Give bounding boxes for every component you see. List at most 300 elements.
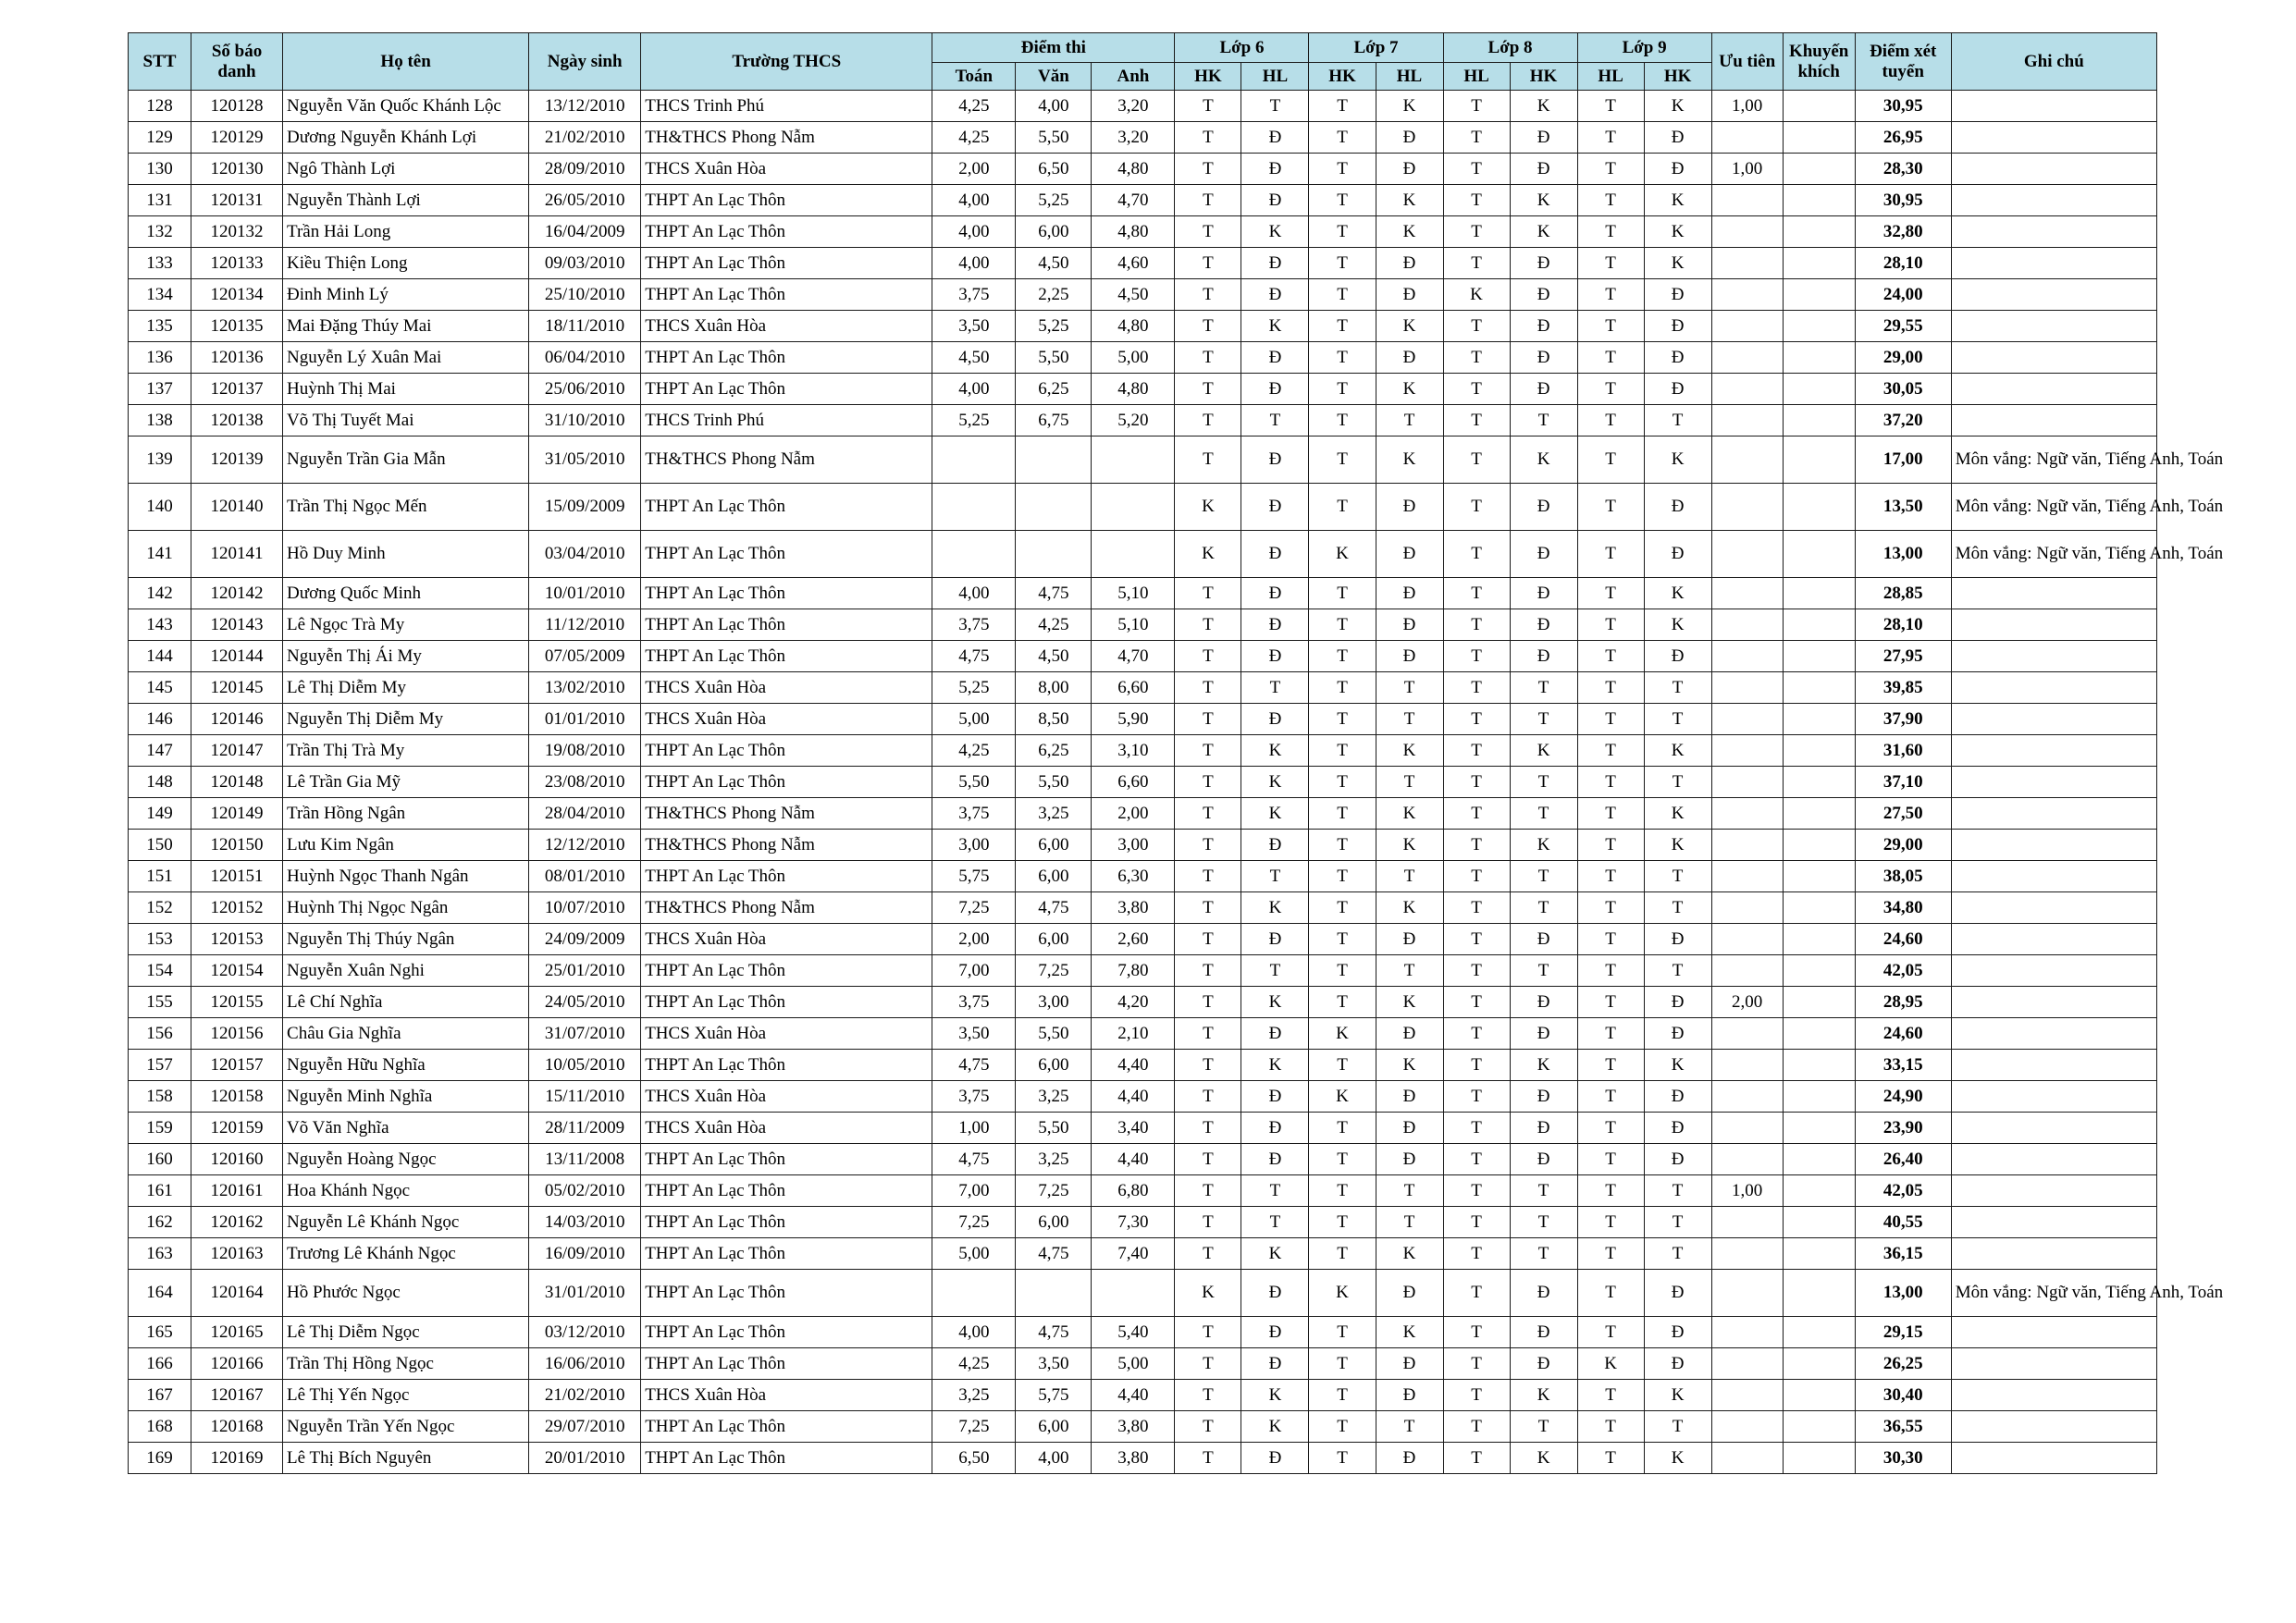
cell-khuyen-khich [1783,531,1855,578]
cell-lop8-hk: Đ [1510,154,1577,185]
cell-lop9-hl: T [1577,154,1644,185]
cell-van: 6,50 [1016,154,1092,185]
cell-lop6-hl: Đ [1241,830,1309,861]
cell-toan: 3,25 [932,1380,1016,1411]
cell-lop8-hl: T [1443,924,1510,955]
cell-ghi-chu [1951,342,2156,374]
col-header-lop9-hk: HK [1644,63,1711,91]
cell-anh [1092,436,1175,484]
cell-ghi-chu [1951,704,2156,735]
cell-van: 8,50 [1016,704,1092,735]
cell-lop6-hl: K [1241,735,1309,767]
cell-lop7-hl: T [1376,767,1443,798]
cell-lop9-hl: T [1577,1175,1644,1207]
cell-lop9-hl: T [1577,767,1644,798]
table-row [129,1270,2157,1317]
cell-anh: 3,20 [1092,122,1175,154]
cell-ho-ten: Nguyễn Văn Quốc Khánh Lộc [283,91,529,122]
cell-lop7-hk: T [1309,374,1376,405]
cell-lop8-hk: T [1510,704,1577,735]
cell-uu-tien [1711,1270,1783,1317]
cell-lop7-hk: T [1309,1238,1376,1270]
cell-ngay-sinh: 31/07/2010 [529,1018,641,1050]
cell-sbd: 120138 [191,405,283,436]
cell-sbd: 120153 [191,924,283,955]
cell-anh: 4,40 [1092,1144,1175,1175]
cell-van: 4,00 [1016,1443,1092,1474]
cell-diem-xet-tuyen: 38,05 [1855,861,1951,892]
table-row [129,892,2157,924]
table-row [129,248,2157,279]
cell-ngay-sinh: 15/11/2010 [529,1081,641,1113]
cell-lop9-hk: Đ [1644,1348,1711,1380]
cell-anh: 2,00 [1092,798,1175,830]
cell-lop9-hk: T [1644,892,1711,924]
table-row [129,484,2157,531]
cell-stt: 158 [129,1081,191,1113]
cell-lop8-hl: T [1443,1175,1510,1207]
cell-anh: 2,60 [1092,924,1175,955]
cell-diem-xet-tuyen: 27,95 [1855,641,1951,672]
cell-lop7-hk: T [1309,1411,1376,1443]
cell-ngay-sinh: 16/09/2010 [529,1238,641,1270]
table-row [129,436,2157,484]
cell-lop7-hl: K [1376,798,1443,830]
cell-ghi-chu [1951,924,2156,955]
cell-khuyen-khich [1783,484,1855,531]
cell-anh: 5,00 [1092,342,1175,374]
cell-diem-xet-tuyen: 37,90 [1855,704,1951,735]
cell-lop8-hk: Đ [1510,484,1577,531]
cell-van: 4,00 [1016,91,1092,122]
cell-lop7-hk: T [1309,892,1376,924]
cell-diem-xet-tuyen: 24,90 [1855,1081,1951,1113]
cell-lop8-hl: T [1443,798,1510,830]
cell-stt: 168 [129,1411,191,1443]
cell-ghi-chu [1951,955,2156,987]
cell-diem-xet-tuyen: 30,95 [1855,91,1951,122]
cell-lop8-hk: Đ [1510,1317,1577,1348]
cell-ngay-sinh: 08/01/2010 [529,861,641,892]
cell-khuyen-khich [1783,154,1855,185]
cell-ho-ten: Huỳnh Thị Mai [283,374,529,405]
cell-khuyen-khich [1783,767,1855,798]
col-group-lop7: Lớp 7 [1309,33,1443,63]
cell-anh: 5,40 [1092,1317,1175,1348]
cell-lop7-hl: K [1376,436,1443,484]
cell-lop9-hl: T [1577,672,1644,704]
cell-ngay-sinh: 28/11/2009 [529,1113,641,1144]
cell-lop6-hl: T [1241,861,1309,892]
cell-lop9-hl: T [1577,1207,1644,1238]
cell-anh: 4,70 [1092,641,1175,672]
cell-uu-tien [1711,735,1783,767]
cell-anh: 4,40 [1092,1081,1175,1113]
cell-diem-xet-tuyen: 31,60 [1855,735,1951,767]
cell-stt: 146 [129,704,191,735]
cell-sbd: 120133 [191,248,283,279]
col-group-diem-thi: Điểm thi [932,33,1175,63]
cell-uu-tien [1711,216,1783,248]
cell-stt: 132 [129,216,191,248]
cell-anh: 6,30 [1092,861,1175,892]
cell-lop9-hl: T [1577,311,1644,342]
cell-van: 4,75 [1016,578,1092,609]
cell-lop7-hk: T [1309,311,1376,342]
cell-van [1016,436,1092,484]
cell-sbd: 120135 [191,311,283,342]
cell-ngay-sinh: 10/05/2010 [529,1050,641,1081]
cell-lop9-hk: K [1644,185,1711,216]
cell-ghi-chu [1951,154,2156,185]
cell-ghi-chu [1951,1175,2156,1207]
cell-lop8-hk: K [1510,1443,1577,1474]
cell-lop6-hk: T [1175,1050,1241,1081]
cell-lop9-hl: T [1577,279,1644,311]
cell-stt: 169 [129,1443,191,1474]
cell-lop7-hl: Đ [1376,154,1443,185]
cell-van: 4,75 [1016,1238,1092,1270]
cell-lop7-hl: K [1376,91,1443,122]
cell-lop9-hk: Đ [1644,1018,1711,1050]
cell-ho-ten: Hồ Phước Ngọc [283,1270,529,1317]
cell-anh: 5,20 [1092,405,1175,436]
cell-khuyen-khich [1783,924,1855,955]
cell-truong: THPT An Lạc Thôn [641,987,932,1018]
table-row [129,311,2157,342]
cell-lop9-hk: T [1644,955,1711,987]
cell-ho-ten: Trần Thị Hồng Ngọc [283,1348,529,1380]
cell-uu-tien [1711,1317,1783,1348]
cell-lop9-hk: T [1644,405,1711,436]
table-row [129,704,2157,735]
cell-toan: 5,25 [932,405,1016,436]
cell-anh: 5,10 [1092,609,1175,641]
cell-lop7-hk: T [1309,405,1376,436]
cell-lop6-hl: Đ [1241,641,1309,672]
cell-lop6-hk: T [1175,1317,1241,1348]
cell-lop6-hk: T [1175,1411,1241,1443]
cell-lop9-hk: K [1644,216,1711,248]
table-row [129,185,2157,216]
cell-ghi-chu [1951,1443,2156,1474]
cell-lop8-hk: Đ [1510,987,1577,1018]
cell-lop8-hk: K [1510,185,1577,216]
cell-lop9-hk: Đ [1644,1317,1711,1348]
cell-lop7-hl: Đ [1376,1270,1443,1317]
cell-lop7-hl: T [1376,405,1443,436]
cell-lop9-hl: T [1577,704,1644,735]
col-header-lop7-hl: HL [1376,63,1443,91]
cell-uu-tien [1711,704,1783,735]
cell-diem-xet-tuyen: 42,05 [1855,955,1951,987]
cell-lop8-hk: T [1510,1238,1577,1270]
cell-khuyen-khich [1783,311,1855,342]
cell-ho-ten: Nguyễn Thị Diễm My [283,704,529,735]
cell-lop7-hk: T [1309,436,1376,484]
cell-van: 5,25 [1016,311,1092,342]
cell-sbd: 120129 [191,122,283,154]
cell-lop9-hl: T [1577,122,1644,154]
cell-uu-tien [1711,1113,1783,1144]
cell-ngay-sinh: 24/09/2009 [529,924,641,955]
cell-uu-tien [1711,185,1783,216]
cell-lop9-hk: Đ [1644,1081,1711,1113]
cell-sbd: 120162 [191,1207,283,1238]
cell-lop9-hk: Đ [1644,374,1711,405]
cell-diem-xet-tuyen: 36,55 [1855,1411,1951,1443]
cell-lop8-hk: Đ [1510,609,1577,641]
cell-lop7-hk: T [1309,91,1376,122]
cell-lop9-hk: K [1644,578,1711,609]
cell-lop8-hk: T [1510,955,1577,987]
cell-lop6-hk: T [1175,436,1241,484]
cell-toan: 4,75 [932,641,1016,672]
cell-van: 5,75 [1016,1380,1092,1411]
cell-truong: THPT An Lạc Thôn [641,279,932,311]
cell-diem-xet-tuyen: 13,00 [1855,1270,1951,1317]
table-row [129,531,2157,578]
table-row [129,1443,2157,1474]
cell-ho-ten: Dương Nguyễn Khánh Lợi [283,122,529,154]
cell-uu-tien [1711,767,1783,798]
table-header [129,33,2157,91]
cell-khuyen-khich [1783,185,1855,216]
admission-results-table [128,32,2224,1474]
cell-khuyen-khich [1783,830,1855,861]
cell-uu-tien [1711,122,1783,154]
cell-ghi-chu [1951,1144,2156,1175]
cell-lop6-hk: T [1175,924,1241,955]
cell-lop7-hk: T [1309,704,1376,735]
cell-uu-tien [1711,1238,1783,1270]
cell-lop8-hk: Đ [1510,1348,1577,1380]
cell-van: 3,50 [1016,1348,1092,1380]
cell-ngay-sinh: 13/02/2010 [529,672,641,704]
cell-lop7-hk: T [1309,122,1376,154]
cell-khuyen-khich [1783,216,1855,248]
cell-uu-tien: 1,00 [1711,1175,1783,1207]
cell-ghi-chu: Môn vắng: Ngữ văn, Tiếng Anh, Toán [1951,436,2156,484]
cell-ho-ten: Trương Lê Khánh Ngọc [283,1238,529,1270]
cell-truong: THCS Xuân Hòa [641,704,932,735]
cell-anh: 3,00 [1092,830,1175,861]
cell-sbd: 120155 [191,987,283,1018]
cell-sbd: 120152 [191,892,283,924]
table-row [129,1238,2157,1270]
cell-ho-ten: Trần Hồng Ngân [283,798,529,830]
table-row [129,374,2157,405]
cell-lop7-hl: T [1376,1207,1443,1238]
cell-lop6-hl: K [1241,311,1309,342]
cell-toan: 4,00 [932,374,1016,405]
cell-ngay-sinh: 28/09/2010 [529,154,641,185]
cell-diem-xet-tuyen: 24,00 [1855,279,1951,311]
cell-lop9-hk: T [1644,1238,1711,1270]
cell-lop7-hl: K [1376,987,1443,1018]
cell-anh: 4,60 [1092,248,1175,279]
cell-lop8-hl: T [1443,484,1510,531]
cell-diem-xet-tuyen: 28,95 [1855,987,1951,1018]
cell-khuyen-khich [1783,1380,1855,1411]
table-row [129,672,2157,704]
cell-lop9-hl: T [1577,342,1644,374]
cell-toan [932,484,1016,531]
cell-stt: 164 [129,1270,191,1317]
cell-lop8-hl: T [1443,1050,1510,1081]
cell-ngay-sinh: 15/09/2009 [529,484,641,531]
cell-lop6-hk: T [1175,405,1241,436]
cell-lop6-hk: K [1175,1270,1241,1317]
cell-lop8-hl: T [1443,609,1510,641]
cell-lop6-hl: Đ [1241,1348,1309,1380]
cell-lop6-hk: T [1175,987,1241,1018]
cell-lop7-hk: K [1309,1081,1376,1113]
cell-sbd: 120168 [191,1411,283,1443]
cell-lop8-hl: T [1443,1113,1510,1144]
table-row [129,1207,2157,1238]
cell-lop9-hk: Đ [1644,484,1711,531]
cell-lop7-hk: T [1309,279,1376,311]
cell-stt: 141 [129,531,191,578]
cell-ngay-sinh: 18/11/2010 [529,311,641,342]
cell-lop8-hk: K [1510,735,1577,767]
cell-lop6-hk: T [1175,248,1241,279]
cell-lop6-hl: T [1241,672,1309,704]
cell-lop7-hk: T [1309,1113,1376,1144]
cell-uu-tien [1711,798,1783,830]
cell-toan: 7,25 [932,1411,1016,1443]
cell-truong: TH&THCS Phong Nẫm [641,798,932,830]
cell-lop8-hk: T [1510,405,1577,436]
cell-sbd: 120147 [191,735,283,767]
cell-truong: THPT An Lạc Thôn [641,1411,932,1443]
cell-toan: 1,00 [932,1113,1016,1144]
col-header-uu-tien: Ưu tiên [1711,33,1783,91]
cell-lop9-hk: Đ [1644,531,1711,578]
cell-van: 3,25 [1016,798,1092,830]
cell-khuyen-khich [1783,1207,1855,1238]
cell-ho-ten: Nguyễn Trần Yến Ngọc [283,1411,529,1443]
cell-van: 6,00 [1016,1050,1092,1081]
cell-lop9-hk: Đ [1644,1270,1711,1317]
cell-lop9-hk: T [1644,672,1711,704]
cell-uu-tien [1711,672,1783,704]
cell-ngay-sinh: 25/06/2010 [529,374,641,405]
cell-lop6-hl: T [1241,955,1309,987]
cell-diem-xet-tuyen: 26,25 [1855,1348,1951,1380]
cell-ho-ten: Nguyễn Lê Khánh Ngọc [283,1207,529,1238]
cell-lop7-hk: T [1309,672,1376,704]
cell-stt: 133 [129,248,191,279]
cell-diem-xet-tuyen: 30,95 [1855,185,1951,216]
cell-anh: 6,80 [1092,1175,1175,1207]
cell-anh: 5,00 [1092,1348,1175,1380]
cell-uu-tien [1711,405,1783,436]
cell-diem-xet-tuyen: 37,10 [1855,767,1951,798]
cell-sbd: 120139 [191,436,283,484]
cell-stt: 163 [129,1238,191,1270]
cell-lop9-hl: T [1577,1113,1644,1144]
cell-lop9-hl: T [1577,484,1644,531]
cell-toan: 5,75 [932,861,1016,892]
cell-ngay-sinh: 06/04/2010 [529,342,641,374]
cell-lop7-hl: Đ [1376,248,1443,279]
cell-anh: 4,80 [1092,154,1175,185]
cell-truong: THCS Xuân Hòa [641,1380,932,1411]
cell-truong: THPT An Lạc Thôn [641,609,932,641]
table-row [129,924,2157,955]
cell-anh: 2,10 [1092,1018,1175,1050]
cell-lop6-hl: Đ [1241,1018,1309,1050]
cell-lop9-hk: T [1644,1175,1711,1207]
cell-anh: 6,60 [1092,767,1175,798]
cell-ghi-chu [1951,641,2156,672]
col-header-ngay-sinh: Ngày sinh [529,33,641,91]
cell-van: 8,00 [1016,672,1092,704]
cell-anh [1092,531,1175,578]
cell-stt: 152 [129,892,191,924]
cell-khuyen-khich [1783,1081,1855,1113]
cell-lop9-hk: K [1644,436,1711,484]
table-row [129,955,2157,987]
cell-van: 2,25 [1016,279,1092,311]
cell-lop6-hk: T [1175,1207,1241,1238]
col-header-khuyen-khich: Khuyến khích [1783,33,1855,91]
cell-ngay-sinh: 31/10/2010 [529,405,641,436]
cell-truong: THPT An Lạc Thôn [641,861,932,892]
cell-uu-tien [1711,892,1783,924]
cell-lop9-hl: T [1577,1050,1644,1081]
cell-van [1016,1270,1092,1317]
cell-lop6-hl: Đ [1241,609,1309,641]
cell-truong: TH&THCS Phong Nẫm [641,892,932,924]
cell-khuyen-khich [1783,279,1855,311]
cell-van: 5,50 [1016,342,1092,374]
cell-sbd: 120161 [191,1175,283,1207]
cell-anh: 3,10 [1092,735,1175,767]
cell-toan [932,436,1016,484]
cell-ho-ten: Lê Thị Yến Ngọc [283,1380,529,1411]
col-header-lop6-hk: HK [1175,63,1241,91]
cell-lop6-hl: K [1241,1411,1309,1443]
cell-lop7-hk: T [1309,185,1376,216]
cell-lop6-hk: T [1175,830,1241,861]
cell-sbd: 120137 [191,374,283,405]
cell-diem-xet-tuyen: 27,50 [1855,798,1951,830]
cell-lop7-hk: T [1309,609,1376,641]
table-row [129,798,2157,830]
col-header-lop8-hl: HL [1443,63,1510,91]
cell-khuyen-khich [1783,1411,1855,1443]
cell-lop8-hl: T [1443,91,1510,122]
cell-van: 4,25 [1016,609,1092,641]
cell-stt: 166 [129,1348,191,1380]
cell-uu-tien [1711,861,1783,892]
cell-lop7-hk: T [1309,767,1376,798]
cell-lop8-hl: T [1443,122,1510,154]
cell-uu-tien [1711,1018,1783,1050]
cell-lop8-hk: K [1510,830,1577,861]
cell-ngay-sinh: 12/12/2010 [529,830,641,861]
cell-truong: THCS Xuân Hòa [641,154,932,185]
cell-sbd: 120159 [191,1113,283,1144]
cell-lop6-hk: T [1175,342,1241,374]
cell-diem-xet-tuyen: 30,30 [1855,1443,1951,1474]
cell-lop9-hl: T [1577,987,1644,1018]
cell-uu-tien [1711,1348,1783,1380]
cell-diem-xet-tuyen: 34,80 [1855,892,1951,924]
